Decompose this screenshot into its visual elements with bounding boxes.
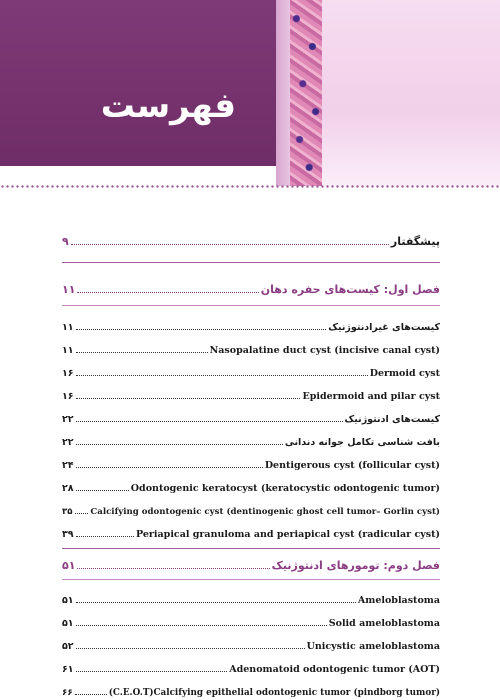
dot-leader (77, 568, 269, 569)
toc-chapter-2[interactable] (62, 554, 440, 572)
chapter-page: ۵۱ (62, 559, 76, 572)
decorative-panel (322, 0, 500, 186)
toc-entry-title: Periapical granuloma and periapical cyst (radicular cyst) (135, 529, 440, 540)
toc-entry-title: Unicystic ameloblastoma (306, 641, 440, 652)
dot-leader (76, 375, 368, 376)
chapter-title: فصل اول: کیست‌های حفره دهان (260, 283, 440, 296)
toc-entry[interactable] (62, 634, 440, 652)
toc-entry-page: ۱۱ (62, 345, 74, 356)
toc-entry-page: ۶۶ (62, 688, 73, 698)
dot-leader (76, 602, 356, 603)
toc-entry-preface[interactable] (62, 230, 440, 248)
toc-entry[interactable] (62, 384, 440, 402)
dot-leader (76, 398, 301, 399)
header-banner (0, 0, 276, 166)
toc-entry-title: Calcifying odontogenic cyst (dentinogenic ghost cell tumor– Gorlin cyst) (90, 507, 440, 517)
toc-entry-title: Ameloblastoma (357, 595, 440, 606)
chapter-title: فصل دوم: تومورهای ادنتوژنیک (271, 559, 440, 572)
toc-entry-page: ۵۲ (62, 641, 74, 652)
toc-entry-title: کیست‌های غیرادنتوژنیک (328, 322, 440, 333)
toc-entry-page: ۱۱ (62, 322, 74, 333)
toc-entry-title: Odontogenic keratocyst (keratocystic odontogenic tumor) (130, 483, 440, 494)
toc-entry-page: ۳۵ (62, 507, 73, 517)
toc-entry[interactable] (62, 680, 440, 698)
section-separator (62, 305, 440, 306)
toc-entry-page: ۲۲ (62, 414, 74, 425)
toc-entry[interactable] (62, 430, 440, 448)
toc-entry[interactable] (62, 522, 440, 540)
toc-entry[interactable] (62, 407, 440, 425)
toc-entry[interactable] (62, 499, 440, 517)
chapter-page: ۱۱ (62, 283, 76, 296)
toc-entry-title: Epidermoid and pilar cyst (302, 391, 440, 402)
toc-entry-page: ۵۱ (62, 618, 74, 629)
toc-entry-title: Adenomatoid odontogenic tumor (AOT) (229, 664, 440, 675)
dot-leader (76, 444, 283, 445)
toc-entry-page: ۲۸ (62, 483, 74, 494)
toc-entry-page: ۶۱ (62, 664, 74, 675)
toc-chapter-1[interactable] (62, 278, 440, 296)
dot-leader (76, 352, 208, 353)
toc-entry-page: ۹ (62, 235, 69, 248)
toc-entry[interactable] (62, 476, 440, 494)
dot-leader (75, 513, 89, 514)
dot-leader (71, 244, 389, 245)
dot-leader (76, 625, 327, 626)
toc-entry[interactable] (62, 361, 440, 379)
toc-entry-title: Dentigerous cyst (follicular cyst) (264, 460, 440, 471)
toc-entry-page: ۲۲ (62, 437, 74, 448)
dot-leader (75, 694, 107, 695)
toc-entry-page: ۵۱ (62, 595, 74, 606)
section-separator (62, 262, 440, 263)
dot-leader (76, 421, 343, 422)
toc-entry-title: (C.E.O.T)Calcifying epithelial odontogenic tumor (pindborg tumor) (108, 688, 440, 698)
toc-entry[interactable] (62, 315, 440, 333)
dot-leader (76, 536, 134, 537)
dot-leader (76, 329, 327, 330)
decorative-band (276, 0, 290, 186)
toc-entry[interactable] (62, 588, 440, 606)
toc-entry-page: ۱۶ (62, 391, 74, 402)
toc-entry-title: Solid ameloblastoma (328, 618, 440, 629)
toc-entry-title: کیست‌های ادنتوژنیک (344, 414, 440, 425)
dot-leader (76, 490, 129, 491)
toc-entry[interactable] (62, 611, 440, 629)
dot-leader (76, 648, 305, 649)
toc-entry-page: ۳۹ (62, 529, 74, 540)
toc-entry[interactable] (62, 338, 440, 356)
toc-entry-page: ۲۴ (62, 460, 74, 471)
toc-entry-page: ۱۶ (62, 368, 74, 379)
toc-entry-title: بافت شناسی تکامل جوانه دندانی (284, 437, 440, 448)
section-separator (62, 579, 440, 580)
dotted-divider (0, 185, 500, 188)
toc-entry-title: Dermoid cyst (369, 368, 440, 379)
histology-image (290, 0, 322, 186)
toc-entry-title: Nasopalatine duct cyst (incisive canal cyst) (209, 345, 440, 356)
dot-leader (76, 467, 263, 468)
dot-leader (77, 292, 258, 293)
toc-entry[interactable] (62, 453, 440, 471)
toc-entry-title: پیشگفتار (390, 235, 440, 248)
toc-entry[interactable] (62, 657, 440, 675)
section-separator (62, 548, 440, 549)
page-title: فهرست (100, 86, 236, 126)
dot-leader (76, 671, 228, 672)
